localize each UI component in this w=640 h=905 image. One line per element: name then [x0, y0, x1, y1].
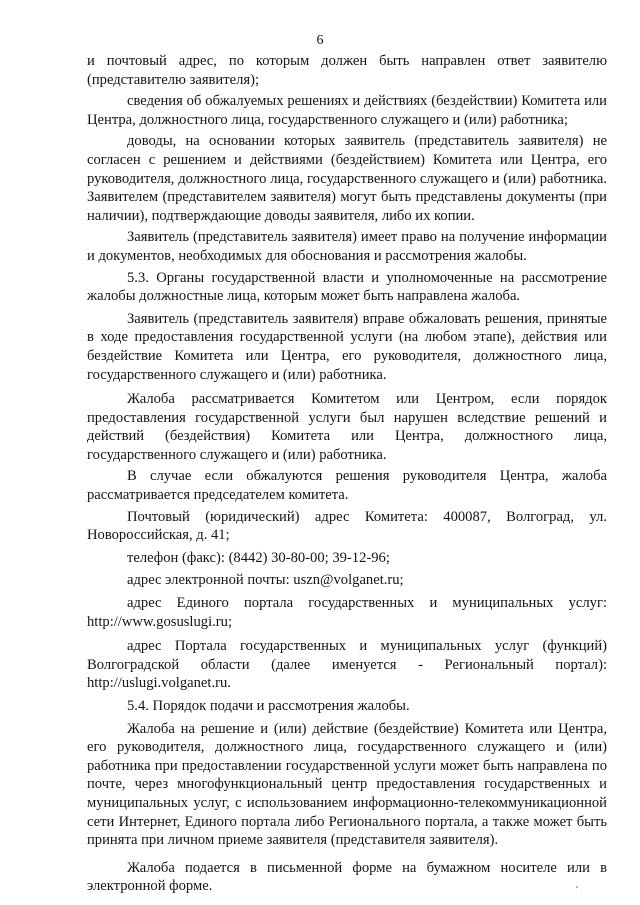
paragraph-complaint-submission: Жалоба на решение и (или) действие (бездействие) Комитета или Центра, его руководителя, должностного лица, государственного служащего и (или) работника при предоставлении государственной услуги может быть направлена по почте, через многофункциональный центр предоставления государственных и муниципальных услуг, с использованием информационно-телекоммуникационной сети Интернет, Единого портала либо Регионального портала, а также может быть принята при личном приеме заявителя (представителя заявителя).	[87, 720, 607, 849]
paragraph-right-to-appeal: Заявитель (представитель заявителя) вправе обжаловать решения, принятые в ходе предоставления государственной услуги (на любом этапе), действия или бездействие Комитета или Центра, его руководителя, должностного лица, государственного служащего и (или) работника.	[87, 310, 607, 383]
paragraph-phone-fax: телефон (факс): (8442) 30-80-00; 39-12-96;	[127, 549, 390, 566]
paragraph-section-5-3: 5.3. Органы государственной власти и уполномоченные на рассмотрение жалобы должностные лица, которым может быть направлена жалоба.	[87, 269, 607, 305]
paragraph-postal-address: и почтовый адрес, по которым должен быть направлен ответ заявителю (представителю заявителя);	[87, 53, 607, 88]
paragraph-unified-portal: адрес Единого портала государственных и муниципальных услуг: http://www.gosuslugi.ru;	[87, 595, 607, 630]
scan-speck	[576, 886, 578, 888]
page-number: 6	[316, 33, 324, 48]
paragraph-right-to-information: Заявитель (представитель заявителя) имеет право на получение информации и документов, необходимых для обоснования и рассмотрения жалобы.	[87, 229, 607, 264]
paragraph-section-5-4: 5.4. Порядок подачи и рассмотрения жалобы.	[127, 698, 410, 714]
paragraph-complaint-review: Жалоба рассматривается Комитетом или Центром, если порядок предоставления государственной услуги был нарушен вследствие решений и действий (бездействия) Комитета или Центра, должностного лица, государственного служащего и (или) работника.	[87, 391, 607, 463]
paragraph-center-head-decisions: В случае если обжалуются решения руководителя Центра, жалоба рассматривается председателем комитета.	[87, 468, 607, 504]
paragraph-regional-portal: адрес Портала государственных и муниципальных услуг (функций) Волгоградской области (далее именуется - Региональный портал): http://uslugi.volganet.ru.	[87, 638, 607, 692]
scan-speck	[581, 893, 582, 894]
paragraph-appealed-decisions: сведения об обжалуемых решениях и действиях (бездействии) Комитета или Центра, должностного лица, государственного служащего и (или) работника;	[87, 93, 607, 128]
paragraph-email: адрес электронной почты: uszn@volganet.ru;	[127, 572, 404, 589]
paragraph-arguments: доводы, на основании которых заявитель (представитель заявителя) не согласен с решением и действиями (бездействием) Комитета или Центра, его руководителя, должностного лица, государственного служащего и (или) работника. Заявителем (представителем заявителя) могут быть представлены документы (при наличии), подтверждающие доводы заявителя, либо их копии.	[87, 133, 607, 224]
paragraph-committee-address: Почтовый (юридический) адрес Комитета: 400087, Волгоград, ул. Новороссийская, д. 41;	[87, 508, 607, 544]
document-body	[87, 52, 607, 896]
paragraph-complaint-form: Жалоба подается в письменной форме на бумажном носителе или в электронной форме.	[87, 859, 607, 895]
